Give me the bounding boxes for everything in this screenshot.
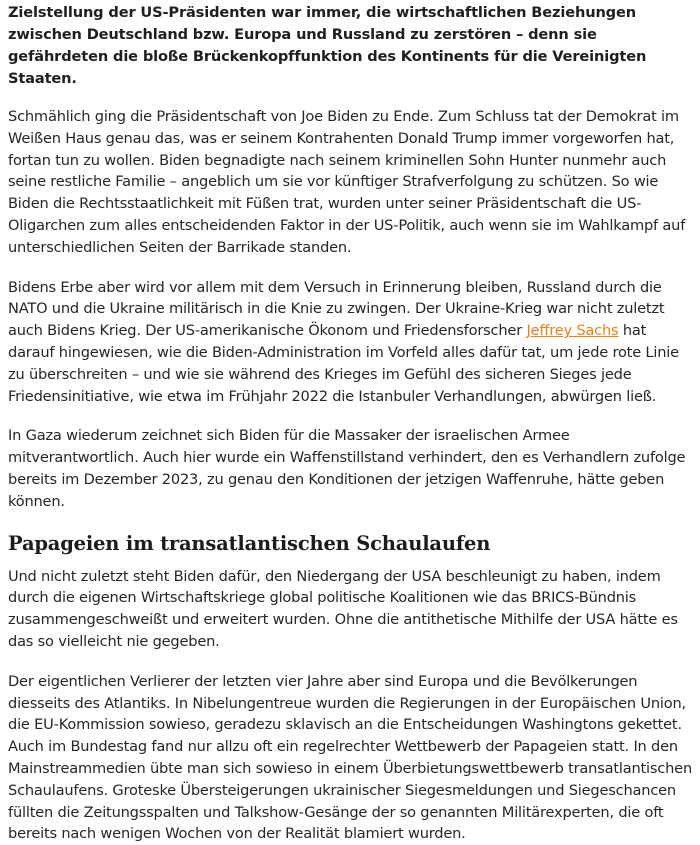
paragraph-usa-decline: Und nicht zuletzt steht Biden dafür, den Niedergang der USA beschleunigt zu haben, indem durch die eigenen Wirtschaftskriege global politische Koalitionen wie das BRICS-Bündnis zusammengeschweißt und erweitert wurden. Ohne die antithetische Mithilfe der USA hätte es das so vielleicht nie gegeben. [8, 567, 678, 650]
paragraph-text-after-link: hat darauf hingewiesen, wie die Biden-Administration im Vorfeld alles dafür tat, um jede rote Linie zu überschreiten – und wie sie während des Krieges im Gefühl des sicheren Sieges jede Friedensinitiative, wie etwa im Frühjahr 2022 die Istanbuler Verhandlungen, abwürgen ließ. [8, 322, 679, 405]
section-heading: Papageien im transatlantischen Schaulaufen [8, 531, 491, 555]
paragraph-text-before-link: Bidens Erbe aber wird vor allem mit dem Versuch in Erinnerung bleiben, Russland durch die NATO und die Ukraine militärisch in die Knie zu zwingen. Der Ukraine-Krieg war nicht zuletzt auch Bidens Krieg. Der US-amerikanische Ökonom und Friedensforscher [8, 278, 665, 340]
paragraph-biden-legacy [8, 277, 692, 408]
paragraph-biden-presidency: Schmählich ging die Präsidentschaft von Joe Biden zu Ende. Zum Schluss tat der Demokrat im Weißen Haus genau das, was er seinem Kontrahenten Donald Trump immer vorgeworfen hat, fortan tun zu wollen. Biden begnadigte nach seinem kriminellen Sohn Hunter nunmehr auch seine restliche Familie – angeblich um sie vor künftiger Strafverfolgung zu schützen. So wie Biden die Rechtsstaatlichkeit mit Füßen trat, wurden unter seiner Präsidentschaft die US-Oligarchen zum alles entscheidenden Faktor in der US-Politik, auch wenn sie im Wahlkampf auf unterschiedlichen Seiten der Barrikade standen. [8, 108, 686, 256]
paragraph-europe-losers: Der eigentlichen Verlierer der letzten vier Jahre aber sind Europa und die Bevölkerungen diesseits des Atlantiks. In Nibelungentreue wurden die Regierungen in der Europäischen Union, die EU-Kommission sowieso, geradezu sklavisch an die Entscheidungen Washingtons gekettet. Auch im Bundestag fand nur allzu oft ein regelrechter Wettbewerb der Papageien statt. In den Mainstreammedien übte man sich sowieso in einem Überbietungswettbewerb transatlantischen Schaulaufens. Groteske Übersteigerungen ukrainischer Siegesmeldungen und Siegeschancen füllten die Zeitungsspalten und Talkshow-Gesänge der so genannten Militärexperten, die oft bereits nach wenigen Wochen von der Realität blamiert wurden. [8, 672, 692, 843]
jeffrey-sachs-link[interactable]: Jeffrey Sachs [526, 322, 619, 340]
article-lead: Zielstellung der US-Präsidenten war immer, die wirtschaftlichen Beziehungen zwischen Deutschland bzw. Europa und Russland zu zerstören – denn sie gefährdeten die bloße Brückenkopffunktion des Kontinents für die Vereinigten Staaten. [8, 4, 647, 87]
paragraph-gaza: In Gaza wiederum zeichnet sich Biden für die Massaker der israelischen Armee mitverantwortlich. Auch hier wurde ein Waffenstillstand verhindert, den es Verhandlern zufolge bereits im Dezember 2023, zu genau den Konditionen der jetzigen Waffenruhe, hätte geben können. [8, 427, 686, 510]
